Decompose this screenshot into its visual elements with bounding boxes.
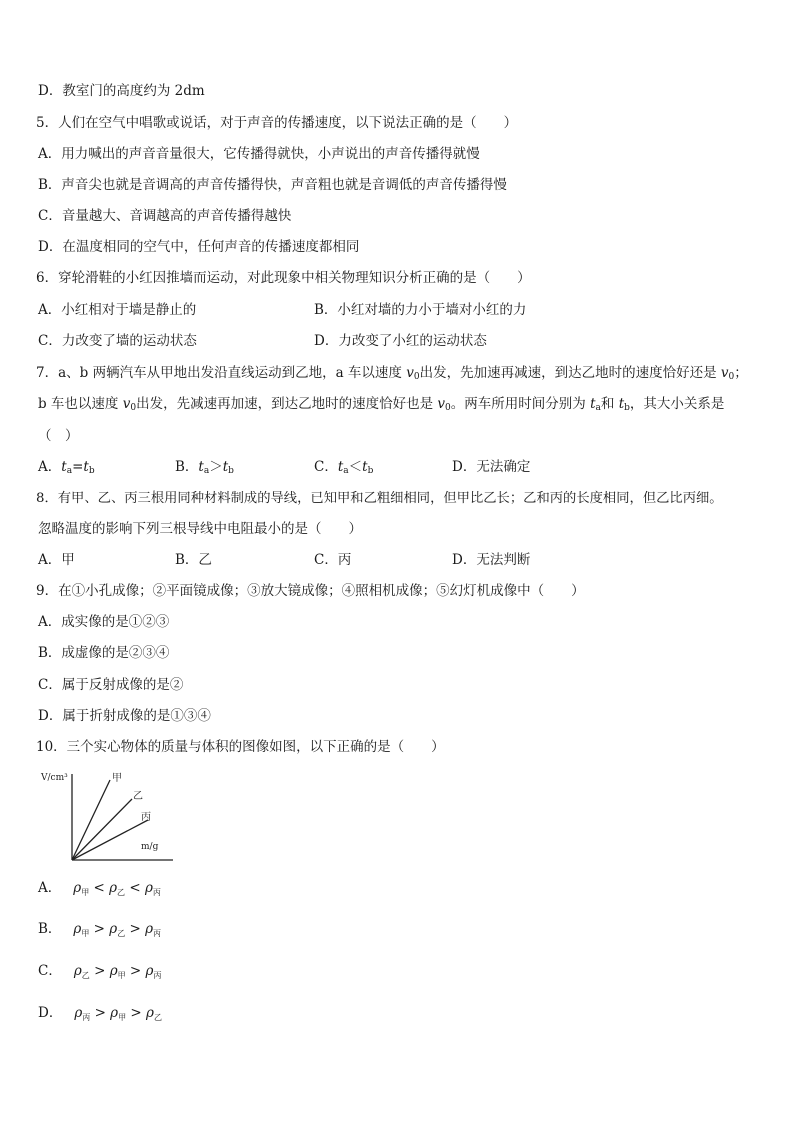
q10-option-a: A． $\rho_甲 < \rho_乙 < \rho_丙$ [38, 880, 161, 897]
q7-line-2: b 车也以速度 $v_0$出发，先减速再加速，到达乙地时的速度恰好也是 $v_0$。两车所用时间分别为 $t_a$和 $t_b$，其大小关系是 [38, 396, 725, 413]
line-yi [72, 799, 132, 860]
q8-option-c: C．丙 [314, 552, 352, 568]
q5-stem: 5．人们在空气中唱歌或说话，对于声音的传播速度，以下说法正确的是（ ） [36, 115, 518, 131]
q9-stem: 9．在①小孔成像；②平面镜成像；③放大镜成像；④照相机成像；⑤幻灯机成像中（ ） [36, 583, 585, 599]
line-bing [72, 820, 148, 860]
q9-option-b: B．成虚像的是②③④ [38, 645, 170, 661]
q10-stem: 10．三个实心物体的质量与体积的图像如图，以下正确的是（ ） [36, 739, 445, 755]
q9-option-a: A．成实像的是①②③ [38, 614, 170, 630]
q7-option-a: A．$t_a=t_b$ [38, 459, 95, 476]
x-axis-label: m/g [141, 842, 159, 852]
q8-option-a: A．甲 [38, 552, 75, 568]
q7-line-3: （ ） [38, 428, 79, 444]
line-jia [72, 780, 110, 860]
q5-option-b: B．声音尖也就是音调高的声音传播得快，声音粗也就是音调低的声音传播得慢 [38, 177, 507, 193]
y-axis-label: V/cm³ [41, 773, 68, 783]
q5-option-a: A．用力喊出的声音音量很大，它传播得就快，小声说出的声音传播得就慢 [38, 146, 480, 162]
q10-option-d: D． $\rho_丙 > \rho_甲 > \rho_乙$ [38, 1005, 162, 1022]
q6-option-c: C．力改变了墙的运动状态 [38, 333, 197, 349]
q7-option-c: C．$t_a<t_b$ [314, 459, 374, 476]
q6-option-a: A．小红相对于墙是静止的 [38, 302, 197, 318]
q8-line-2: 忽略温度的影响下列三根导线中电阻最小的是（ ） [38, 521, 362, 537]
q8-line-1: 8．有甲、乙、丙三根用同种材料制成的导线，已知甲和乙粗细相同，但甲比乙长；乙和丙的长度相同，但乙比丙细。 [36, 491, 723, 506]
q5-option-c: C．音量越大、音调越高的声音传播得越快 [38, 208, 292, 224]
q7-option-d: D．无法确定 [452, 459, 531, 475]
q7-line-1: 7．a、b 两辆汽车从甲地出发沿直线运动到乙地，a 车以速度 $v_0$出发，先加速再减速，到达乙地时的速度恰好还是 $v_0$； [36, 365, 748, 382]
q10-option-b: B． $\rho_甲 > \rho_乙 > \rho_丙$ [38, 921, 162, 938]
q9-option-c: C．属于反射成像的是② [38, 677, 184, 693]
label-bing: 丙 [141, 812, 151, 823]
q5-option-d: D．在温度相同的空气中，任何声音的传播速度都相同 [38, 239, 360, 255]
q6-stem: 6．穿轮滑鞋的小红因推墙而运动，对此现象中相关物理知识分析正确的是（ ） [36, 270, 531, 286]
q4-option-d: D．教室门的高度约为 2dm [38, 83, 205, 99]
q9-option-d: D．属于折射成像的是①③④ [38, 708, 211, 724]
q6-option-b: B．小红对墙的力小于墙对小红的力 [314, 302, 527, 318]
label-jia: 甲 [112, 773, 122, 784]
q7-option-b: B．$t_a>t_b$ [175, 459, 234, 476]
q10-graph [38, 768, 178, 868]
q10-option-c: C． $\rho_乙 > \rho_甲 > \rho_丙$ [38, 963, 162, 980]
q6-option-d: D．力改变了小红的运动状态 [314, 333, 487, 349]
q8-option-d: D．无法判断 [452, 552, 531, 568]
q8-option-b: B．乙 [175, 552, 212, 568]
label-yi: 乙 [133, 791, 143, 802]
